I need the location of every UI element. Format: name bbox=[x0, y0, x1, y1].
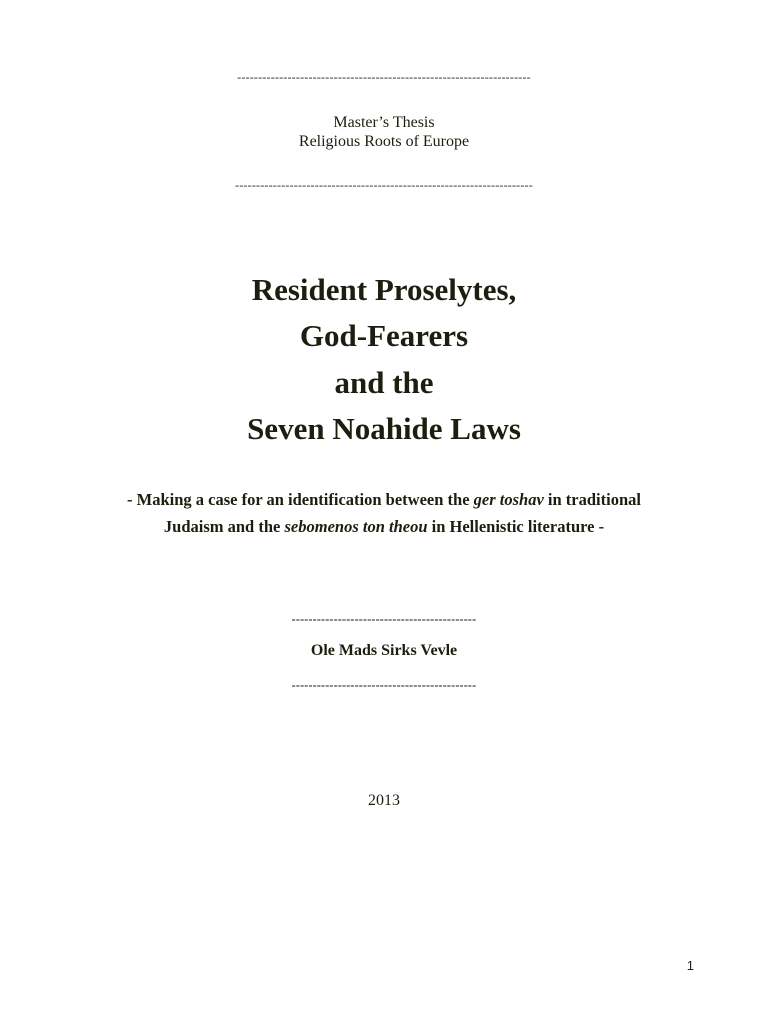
tagline-italic-term: ger toshav bbox=[473, 490, 544, 509]
header-rule-top: ---------------------------------------------------------------------- bbox=[237, 70, 531, 84]
tagline-text: Judaism and the bbox=[163, 517, 285, 536]
author-rule-bottom: -------------------------------------------- bbox=[291, 678, 477, 692]
tagline-line-1 bbox=[0, 490, 768, 510]
degree-label: Master’s Thesis bbox=[333, 114, 435, 131]
tagline-text: in traditional bbox=[543, 490, 641, 509]
tagline-text: - Making a case for an identification between the bbox=[127, 490, 474, 509]
author-name: Ole Mads Sirks Vevle bbox=[310, 642, 458, 659]
tagline-italic-term: sebomenos ton theou bbox=[284, 517, 428, 536]
header-rule-bottom: ----------------------------------------------------------------------- bbox=[235, 178, 533, 192]
title-line-3: and the bbox=[334, 365, 434, 400]
author-rule-top: -------------------------------------------- bbox=[291, 612, 477, 626]
tagline-text: in Hellenistic literature - bbox=[427, 517, 605, 536]
publication-year: 2013 bbox=[368, 792, 400, 809]
title-line-2: God-Fearers bbox=[299, 318, 469, 353]
page-number: 1 bbox=[686, 958, 694, 973]
programme-label: Religious Roots of Europe bbox=[298, 133, 470, 150]
tagline-line-2 bbox=[0, 517, 768, 537]
title-line-1: Resident Proselytes, bbox=[251, 272, 517, 307]
title-line-4: Seven Noahide Laws bbox=[247, 411, 521, 446]
